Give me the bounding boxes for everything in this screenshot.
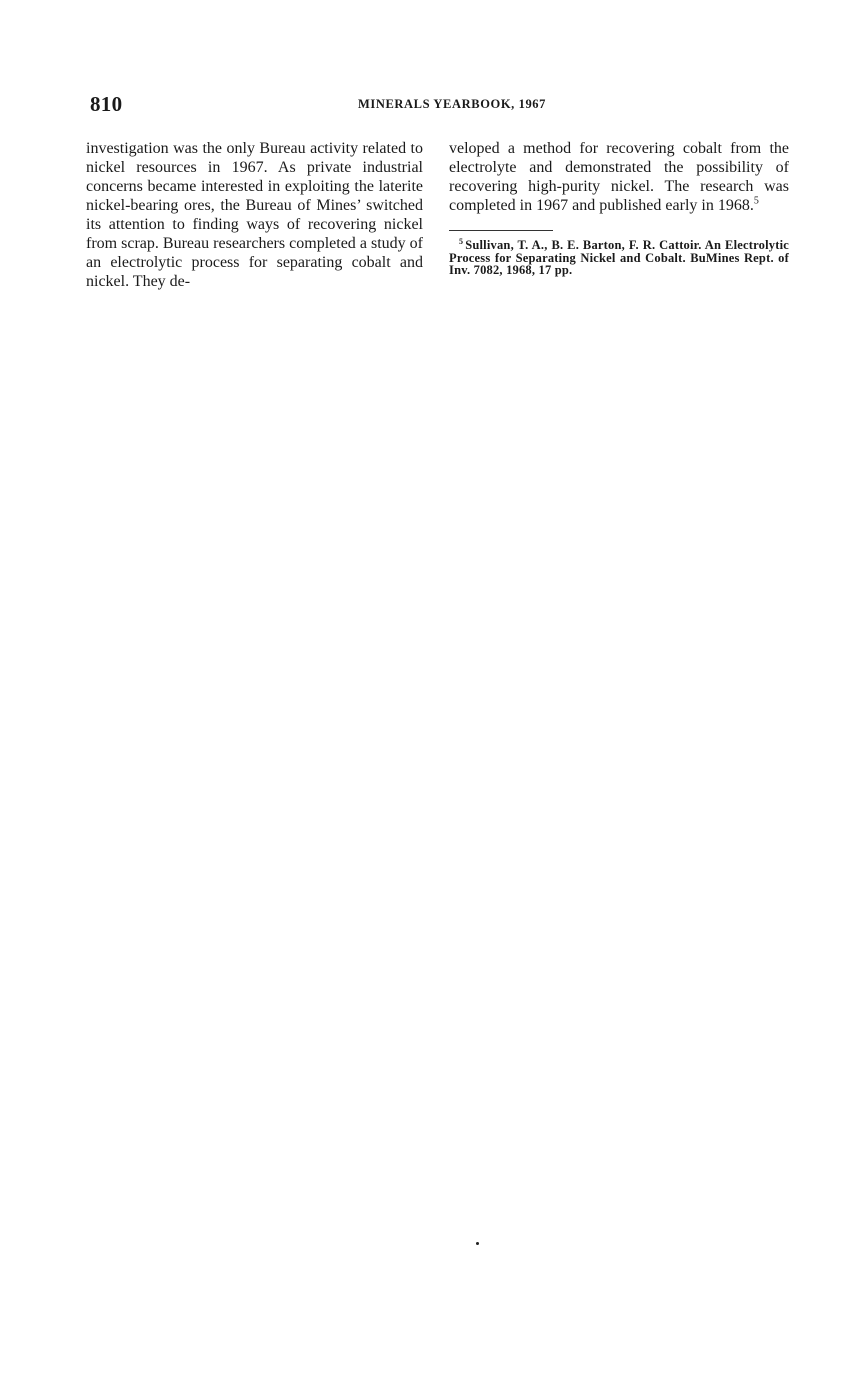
right-column-text: veloped a method for recovering cobalt from the electrolyte and demonstrated the possibility of recovering high-purity nickel. The research was completed in 1967 and published early in 1968. [449, 140, 789, 214]
footnote-reference: 5 [753, 195, 759, 207]
right-column-paragraph [449, 139, 789, 215]
running-head: MINERALS YEARBOOK, 1967 [358, 97, 547, 111]
footnote [449, 236, 789, 277]
footnote-divider [449, 230, 553, 231]
left-column [86, 139, 423, 291]
footnote-text: Sullivan, T. A., B. E. Barton, F. R. Cattoir. An Electrolytic Process for Separating Nickel and Cobalt. BuMines Rept. of Inv. 7082, 1968, 17 pp. [449, 238, 789, 277]
ink-speck [476, 1242, 479, 1245]
left-column-paragraph: investigation was the only Bureau activity related to nickel resources in 1967. As private industrial concerns became interested in exploiting the laterite nickel-bearing ores, the Bureau of Mines’ switched its attention to finding ways of recovering nickel from scrap. Bureau researchers completed a study of an electrolytic process for separating cobalt and nickel. They de- [86, 140, 423, 290]
page-number: 810 [90, 92, 123, 116]
right-column [449, 139, 789, 277]
footnote-marker: 5 [459, 236, 464, 246]
